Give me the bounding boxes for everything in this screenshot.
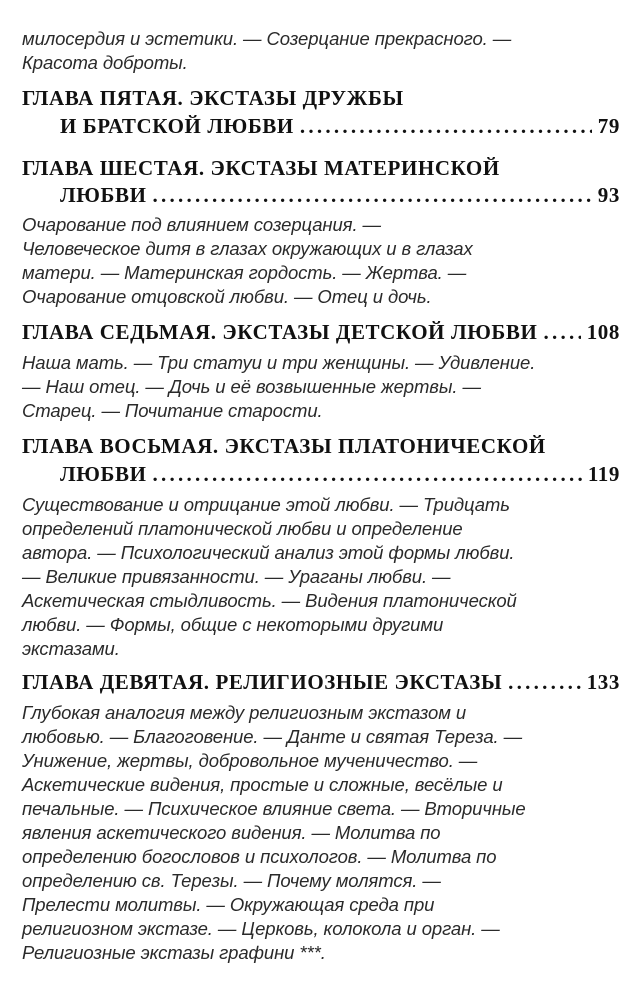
page-number: 93 xyxy=(597,183,620,207)
chapter-summary-line: Человеческое дитя в глазах окружающих и в глазах xyxy=(22,238,473,259)
chapter-summary-line: — Великие привязанности. — Ураганы любви. — xyxy=(22,566,451,587)
toc-entry-chapter-8[interactable] xyxy=(60,462,620,487)
chapter-summary-line: определению богословов и психологов. — Молитва по xyxy=(22,846,497,867)
chapter-summary-line: печальные. — Психическое влияние света. — Вторичные xyxy=(22,798,526,819)
chapter-summary-line: определению св. Терезы. — Почему молятся. — xyxy=(22,870,441,891)
toc-entry-chapter-9[interactable] xyxy=(22,670,620,695)
chapter-summary-line: Унижение, жертвы, добровольное мученичество. — xyxy=(22,750,478,771)
page-number: 133 xyxy=(586,670,620,694)
leader-dots xyxy=(508,670,581,695)
toc-entry-chapter-5[interactable] xyxy=(60,114,620,139)
chapter-summary-line: матери. — Материнская гордость. — Жертва. — xyxy=(22,262,467,283)
chapter-title-cont: ЛЮБВИ xyxy=(60,462,147,486)
chapter-title: ГЛАВА СЕДЬМАЯ. ЭКСТАЗЫ ДЕТСКОЙ ЛЮБВИ xyxy=(22,320,538,344)
chapter-title-cont: ЛЮБВИ xyxy=(60,183,147,207)
toc-entry-chapter-7[interactable] xyxy=(22,320,620,345)
chapter-summary-line: Очарование под влиянием созерцания. — xyxy=(22,214,381,235)
chapter-summary-line: Аскетическая стыдливость. — Видения платонической xyxy=(22,590,517,611)
chapter-summary-line: религиозном экстазе. — Церковь, колокола и орган. — xyxy=(22,918,500,939)
chapter-summary-line: Аскетические видения, простые и сложные, весёлые и xyxy=(22,774,503,795)
chapter-summary-line: Глубокая аналогия между религиозным экстазом и xyxy=(22,702,467,723)
toc-entry-chapter-6[interactable] xyxy=(60,183,620,208)
leader-dots xyxy=(153,462,582,487)
page-number: 79 xyxy=(597,114,620,138)
chapter-title-cont: И БРАТСКОЙ ЛЮБВИ xyxy=(60,114,294,138)
page-number: 108 xyxy=(586,320,620,344)
chapter-summary-line: любовью. — Благоговение. — Данте и святая Тереза. — xyxy=(22,726,523,747)
leader-dots xyxy=(300,114,592,139)
chapter-title: ГЛАВА ВОСЬМАЯ. ЭКСТАЗЫ ПЛАТОНИЧЕСКОЙ xyxy=(22,434,546,458)
chapter-summary-line: Очарование отцовской любви. — Отец и дочь. xyxy=(22,286,432,307)
chapter-summary-line: определений платонической любви и определение xyxy=(22,518,463,539)
chapter-title: ГЛАВА ШЕСТАЯ. ЭКСТАЗЫ МАТЕРИНСКОЙ xyxy=(22,156,500,180)
chapter-summary-line: экстазами. xyxy=(22,638,120,659)
chapter-summary-line: Старец. — Почитание старости. xyxy=(22,400,323,421)
chapter-title: ГЛАВА ПЯТАЯ. ЭКСТАЗЫ ДРУЖБЫ xyxy=(22,86,404,110)
intro-line: Красота доброты. xyxy=(22,52,188,73)
chapter-summary-line: Религиозные экстазы графини ***. xyxy=(22,942,326,963)
chapter-summary-line: Существование и отрицание этой любви. — Тридцать xyxy=(22,494,510,515)
chapter-summary-line: автора. — Психологический анализ этой формы любви. xyxy=(22,542,515,563)
chapter-summary-line: явления аскетического видения. — Молитва по xyxy=(22,822,441,843)
chapter-title: ГЛАВА ДЕВЯТАЯ. РЕЛИГИОЗНЫЕ ЭКСТАЗЫ xyxy=(22,670,503,694)
leader-dots xyxy=(543,320,580,345)
intro-line: милосердия и эстетики. — Созерцание прекрасного. — xyxy=(22,28,512,49)
chapter-summary-line: Наша мать. — Три статуи и три женщины. — Удивление. xyxy=(22,352,536,373)
chapter-summary-line: любви. — Формы, общие с некоторыми другими xyxy=(22,614,444,635)
leader-dots xyxy=(153,183,592,208)
page-number: 119 xyxy=(587,462,620,486)
chapter-summary-line: — Наш отец. — Дочь и её возвышенные жертвы. — xyxy=(22,376,481,397)
chapter-summary-line: Прелести молитвы. — Окружающая среда при xyxy=(22,894,435,915)
